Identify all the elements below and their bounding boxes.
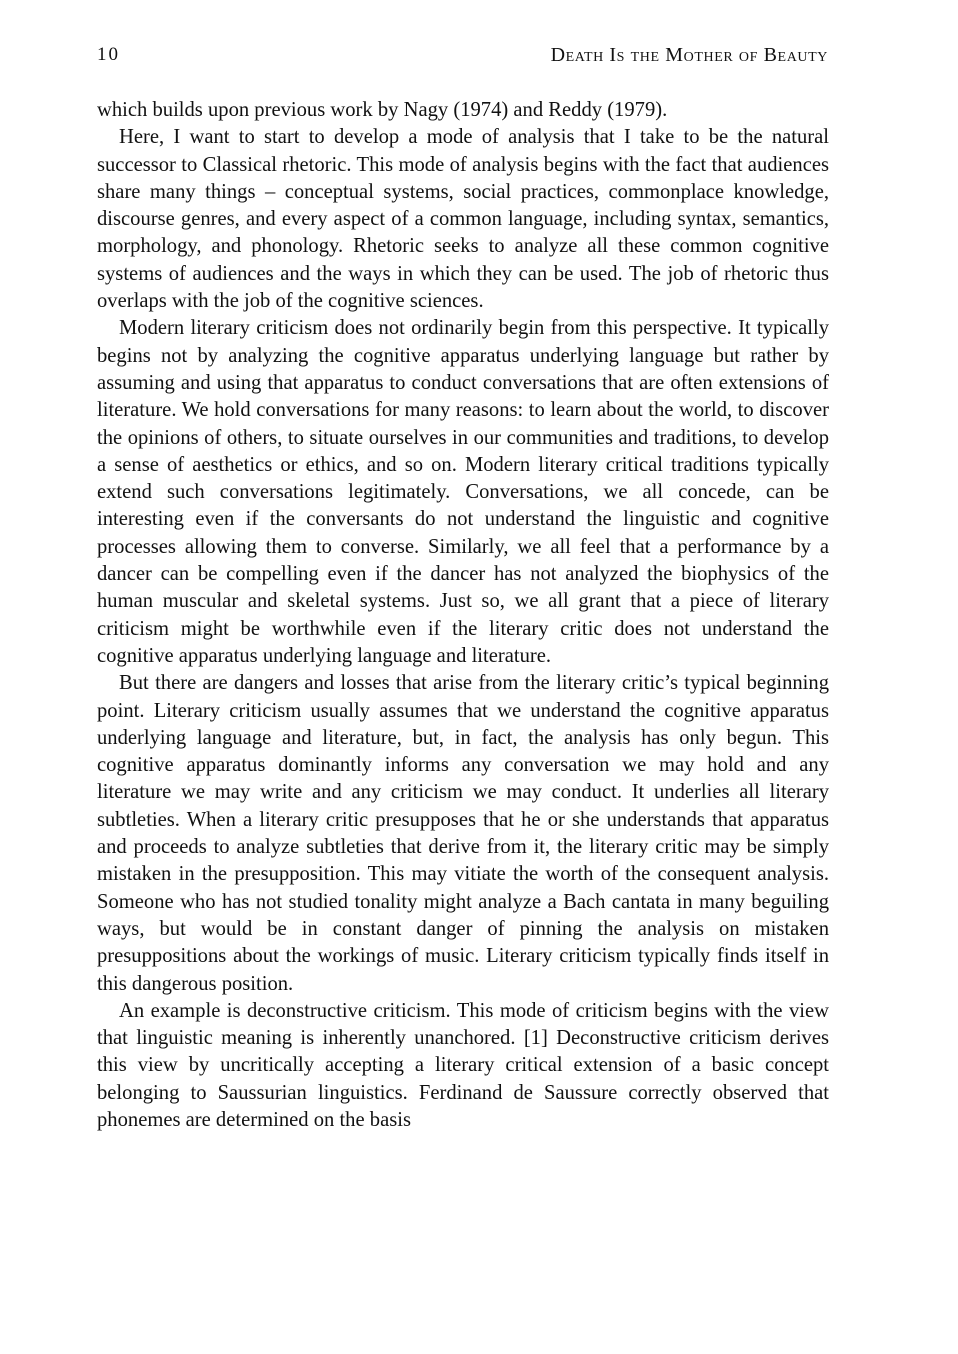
book-title: Death Is the Mother of Beauty xyxy=(550,44,828,66)
paragraph: Here, I want to start to develop a mode of analysis that I take to be the natural successor to Classical rhetoric. This mode of analysis begins with the fact that audiences share many things – conceptual systems, social practices, commonplace knowledge, discourse genres, and every aspect of a common language, including syntax, semantics, morphology, and phonology. Rhetoric seeks to analyze all these common cognitive systems of audiences and the ways in which they can be used. The job of rhetoric thus overlaps with the job of the cognitive sciences. xyxy=(97,126,829,313)
paragraph-continuation: which builds upon previous work by Nagy (1974) and Reddy (1979). xyxy=(97,99,668,121)
running-header xyxy=(97,40,828,70)
paragraph: But there are dangers and losses that arise from the literary critic’s typical beginning point. Literary criticism usually assumes that we understand the cognitive apparatus underlying language and literature, but, in fact, the analysis has only begun. This cognitive apparatus dominantly informs any conversation we may hold and any literature we may write and any criticism we may conduct. It underlies all literary subtleties. When a literary critic presupposes that he or she understands that apparatus and proceeds to analyze subtleties that derive from it, the literary critic may be simply mistaken in the presupposition. This may vitiate the worth of the consequent analysis. Someone who has not studied tonality might analyze a Bach cantata in many beguiling ways, but would be in constant danger of pinning the analysis on mistaken presuppositions about the workings of music. Literary criticism typically finds itself in this dangerous position. xyxy=(97,672,829,995)
paragraph: Modern literary criticism does not ordinarily begin from this perspective. It typically begins not by analyzing the cognitive apparatus underlying language but rather by assuming and using that apparatus to conduct conversations that are often extensions of literature. We hold conversations for many reasons: to learn about the world, to discover the opinions of others, to situate ourselves in our communities and traditions, to develop a sense of aesthetics or ethics, and so on. Modern literary critical traditions typically extend such conversations legitimately. Conversations, we all concede, can be interesting even if the conversants do not understand the linguistic and cognitive processes allowing them to converse. Similarly, we all feel that a performance by a dancer can be compelling even if the dancer has not analyzed the biophysics of the human muscular and skeletal systems. Just so, we all grant that a piece of literary criticism might be worthwhile even if the literary critic does not understand the cognitive apparatus underlying language and literature. xyxy=(97,317,829,667)
body-text xyxy=(97,97,829,1134)
page-number: 10 xyxy=(97,44,120,65)
paragraph: An example is deconstructive criticism. This mode of criticism begins with the view that linguistic meaning is inherently unanchored. [1] Deconstructive criticism derives this view by uncritically accepting a literary critical extension of a basic concept belonging to Saussurian linguistics. Ferdinand de Saussure correctly observed that phonemes are determined on the basis xyxy=(97,999,829,1131)
